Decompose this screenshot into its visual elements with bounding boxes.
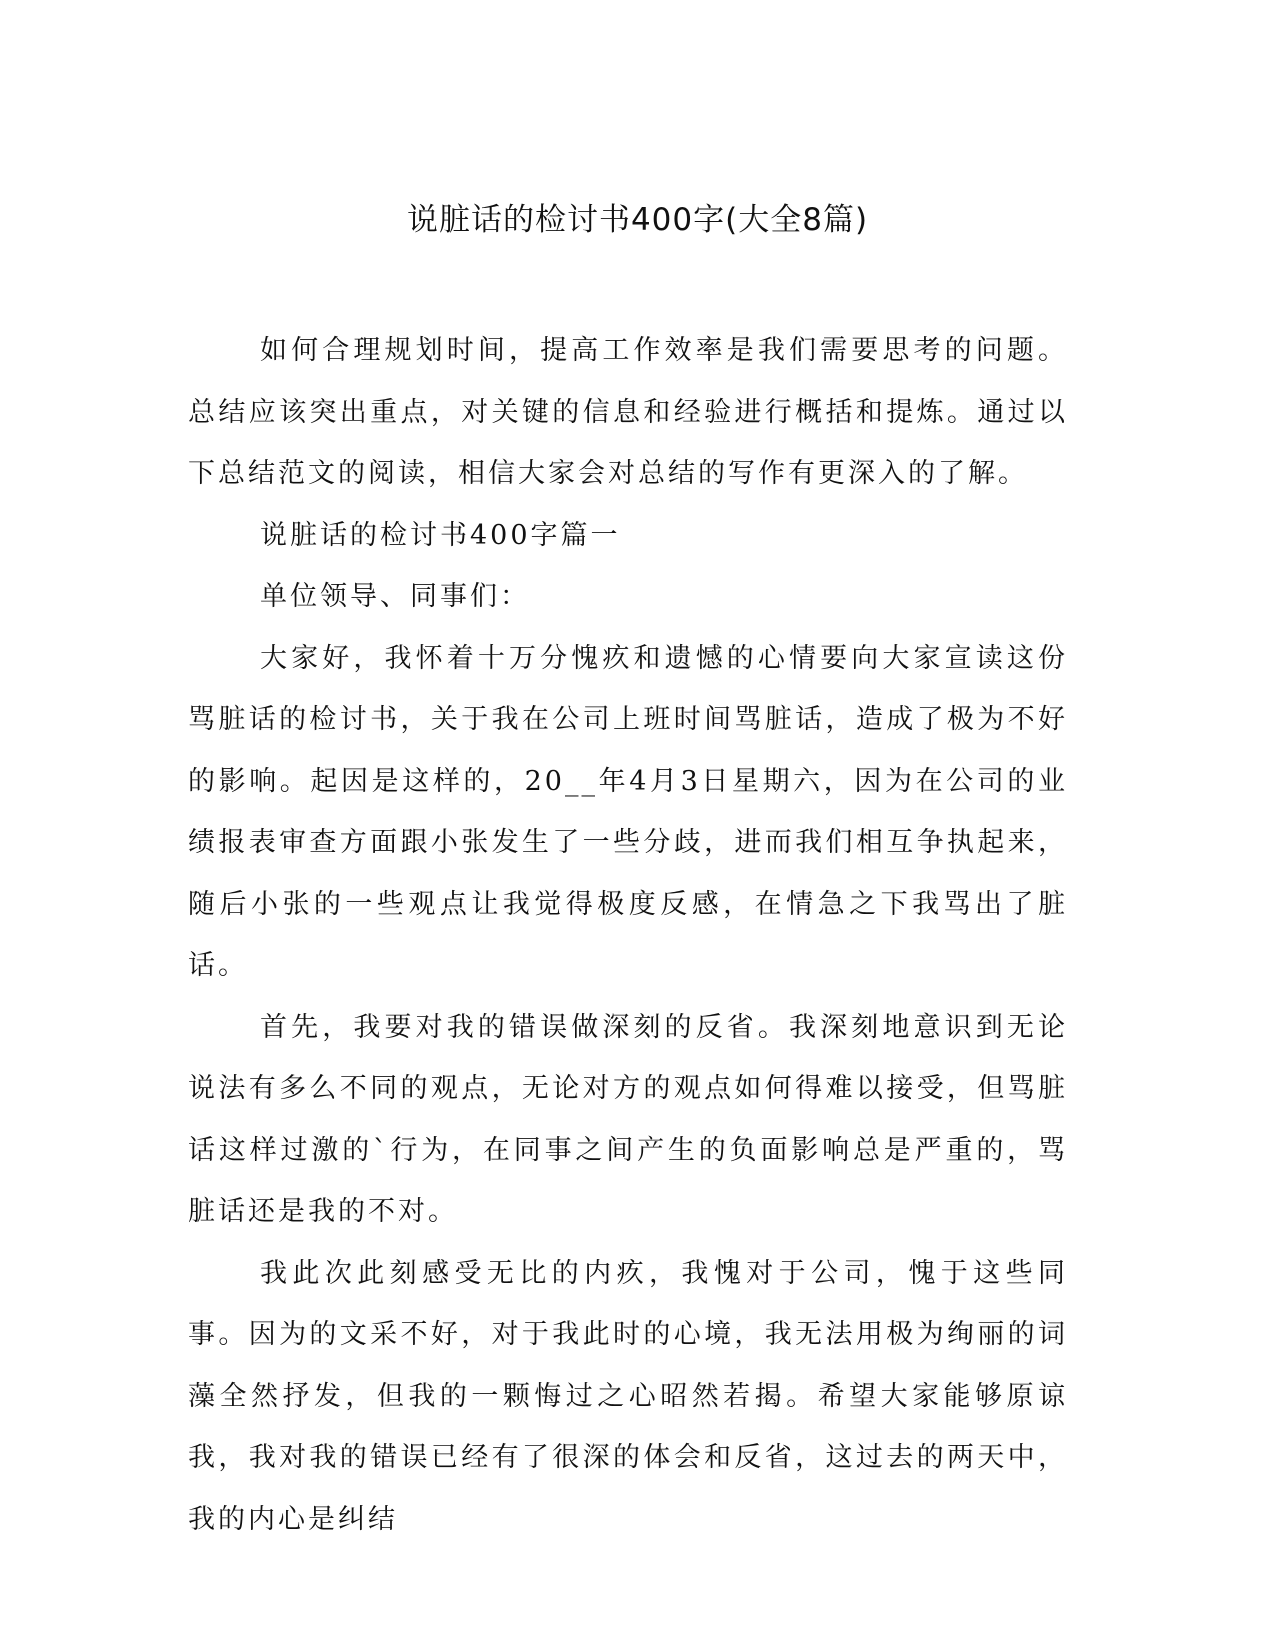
intro-paragraph: 如何合理规划时间，提高工作效率是我们需要思考的问题。总结应该突出重点，对关键的信息和经验进行概括和提炼。通过以下总结范文的阅读，相信大家会对总结的写作有更深入的了解。 bbox=[188, 335, 1068, 489]
section-heading: 说脏话的检讨书400字篇一 bbox=[260, 519, 621, 551]
document-title: 说脏话的检讨书400字(大全8篇) bbox=[406, 202, 869, 238]
body-paragraph: 首先，我要对我的错误做深刻的反省。我深刻地意识到无论说法有多么不同的观点，无论对方的观点如何得难以接受，但骂脏话这样过激的`行为，在同事之间产生的负面影响总是严重的，骂脏话还是我的不对。 bbox=[188, 1011, 1068, 1227]
body-paragraph: 大家好，我怀着十万分愧疚和遗憾的心情要向大家宣读这份骂脏话的检讨书，关于我在公司上班时间骂脏话，造成了极为不好的影响。起因是这样的，20__年4月3日星期六，因为在公司的业绩报表审查方面跟小张发生了一些分歧，进而我们相互争执起来，随后小张的一些观点让我觉得极度反感，在情急之下我骂出了脏话。 bbox=[188, 642, 1068, 981]
document-body bbox=[188, 320, 1068, 1550]
salutation: 单位领导、同事们： bbox=[260, 581, 530, 612]
body-paragraph: 我此次此刻感受无比的内疚，我愧对于公司，愧于这些同事。因为的文采不好，对于我此时的心境，我无法用极为绚丽的词藻全然抒发，但我的一颗悔过之心昭然若揭。希望大家能够原谅我，我对我的错误已经有了很深的体会和反省，这过去的两天中，我的内心是纠结 bbox=[188, 1257, 1068, 1535]
